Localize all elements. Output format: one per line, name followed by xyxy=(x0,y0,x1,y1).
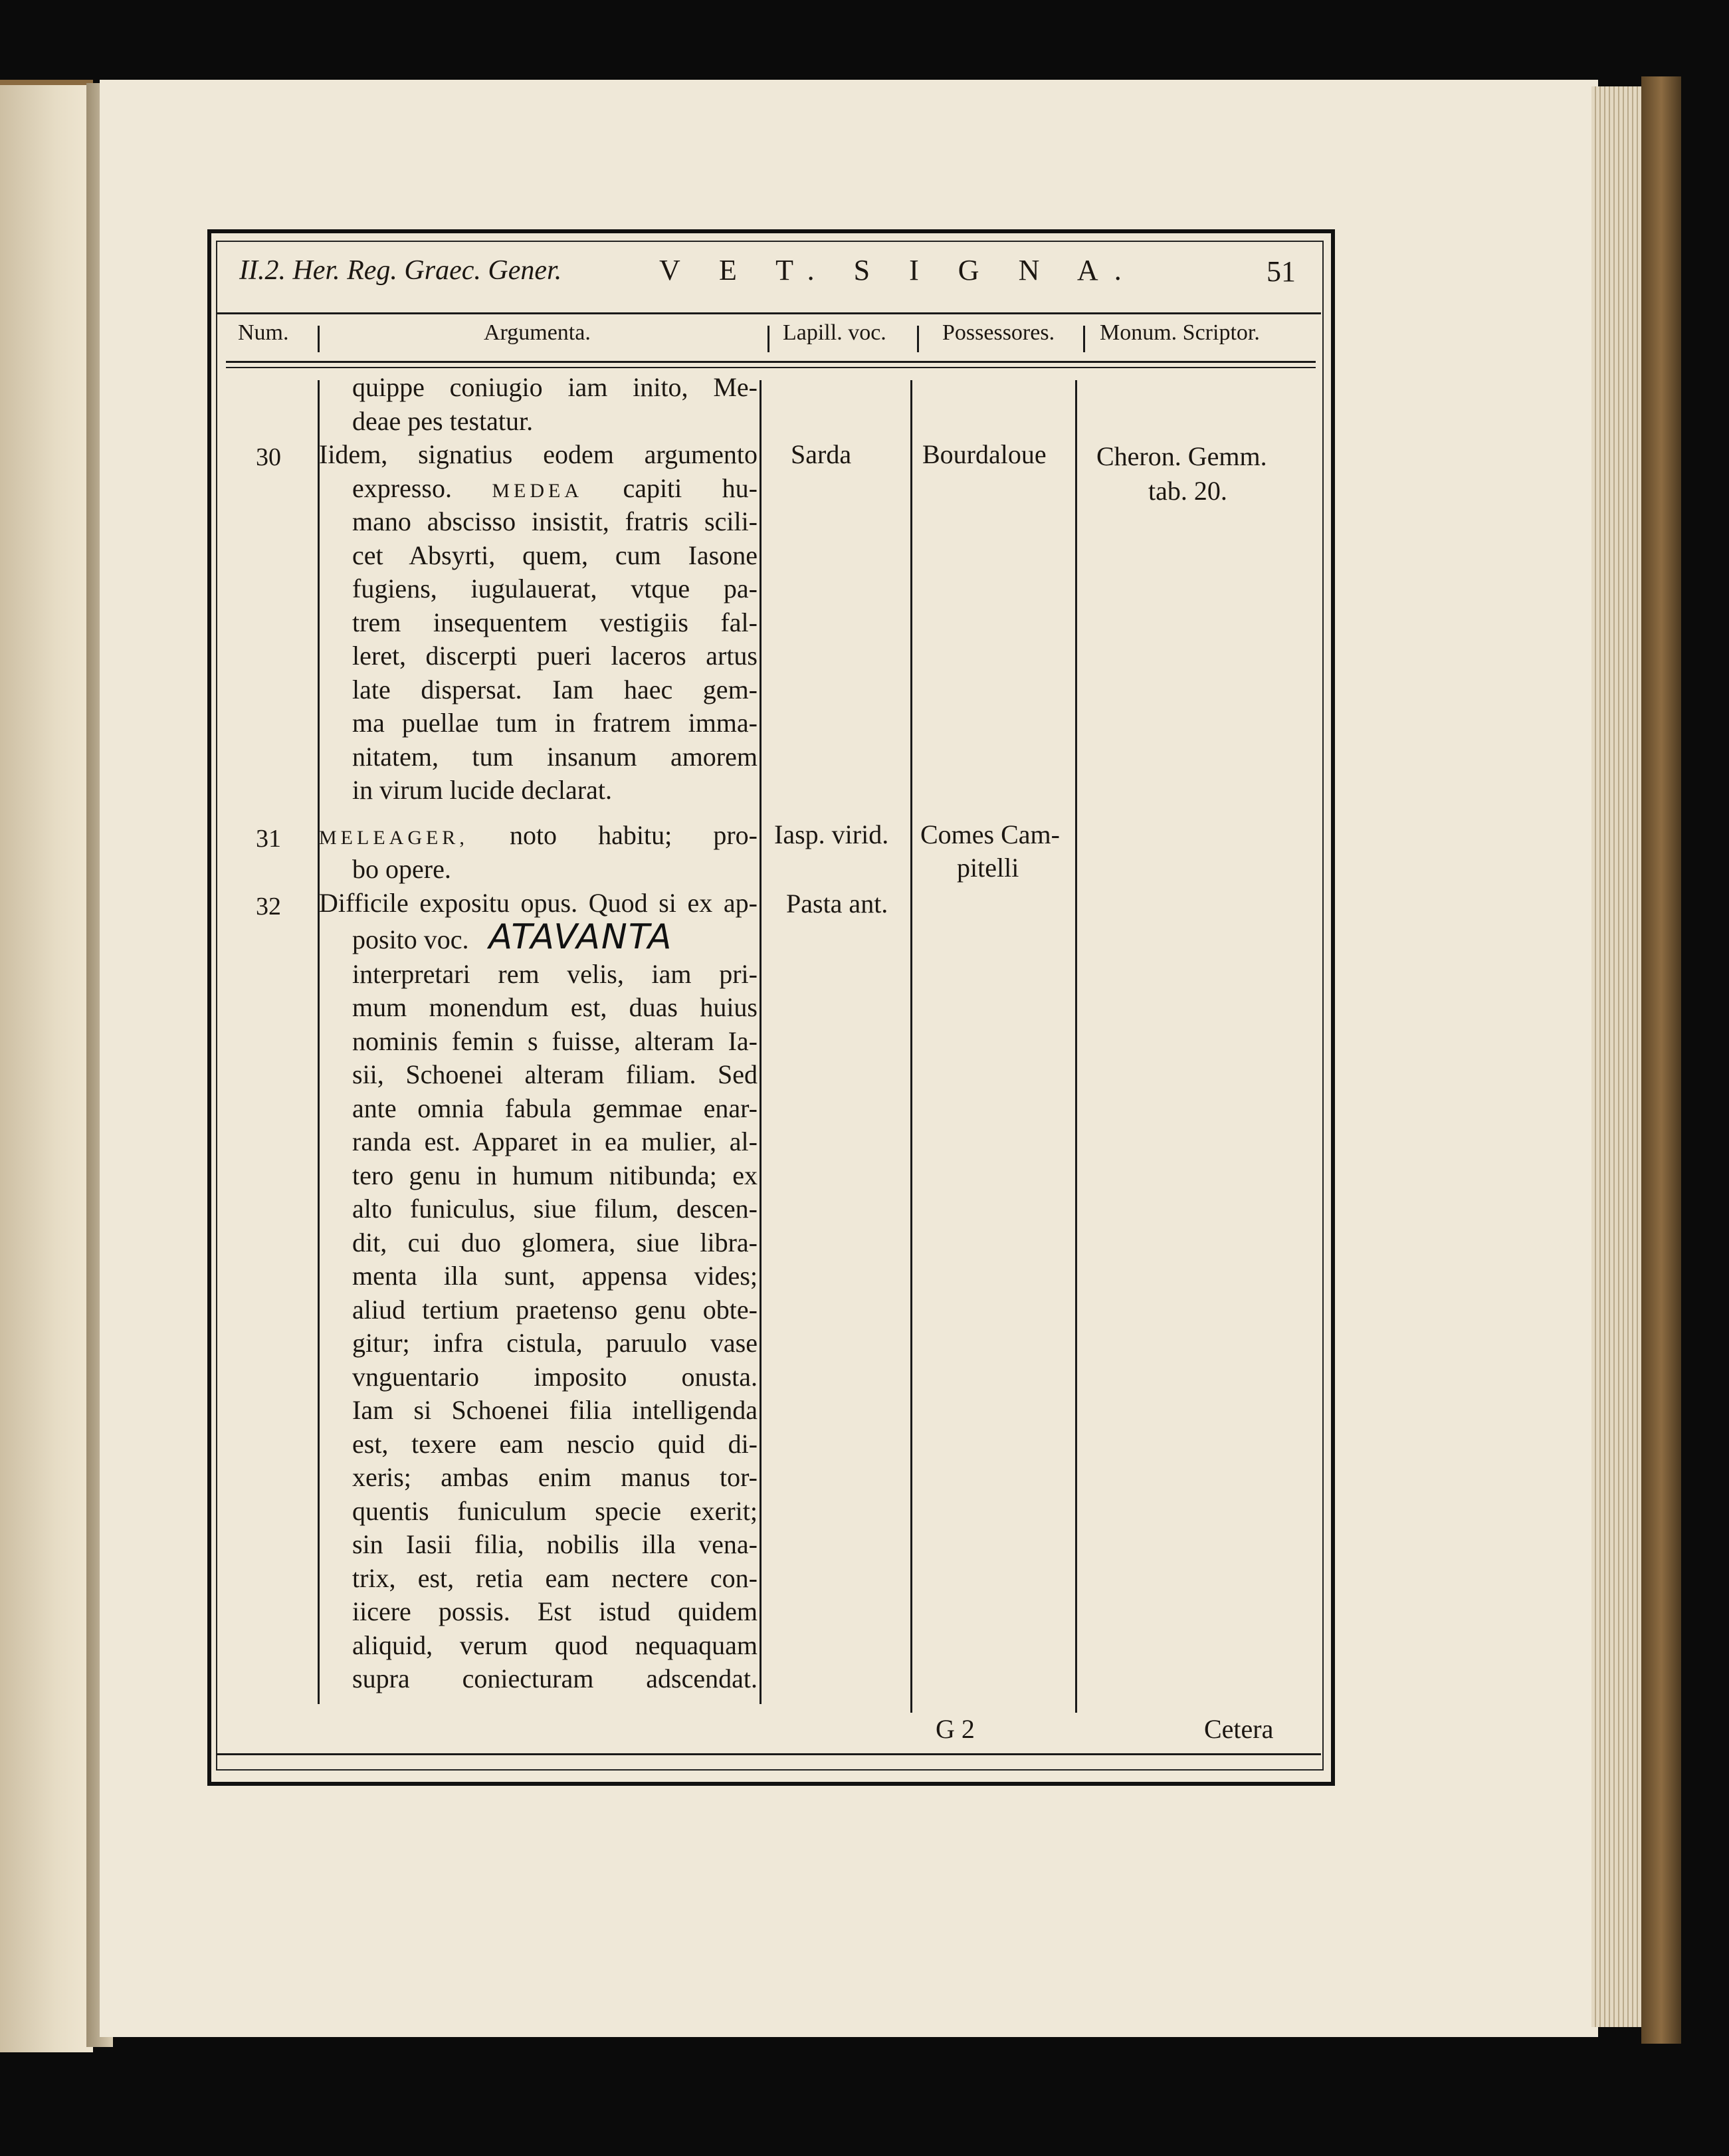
text-line: alto funiculus, siue filum, descen- xyxy=(352,1194,758,1224)
text-line: vnguentario imposito onusta. xyxy=(352,1361,758,1392)
text-fragment: expresso. xyxy=(352,473,452,503)
lapill-31: Iasp. virid. xyxy=(774,819,889,849)
text-fragment: capiti hu- xyxy=(623,473,758,503)
col-rule-argumenta xyxy=(760,380,762,1704)
col-head-possessores: Possessores. xyxy=(942,320,1055,345)
text-line: bo opere. xyxy=(352,853,451,884)
text-line: est, texere eam nescio quid di- xyxy=(352,1428,758,1459)
col-head-divider xyxy=(767,326,769,352)
text-line: mum monendum est, duas huius xyxy=(352,992,758,1022)
book-cover-edge xyxy=(1641,76,1681,2044)
entry-number-31: 31 xyxy=(256,825,281,853)
gem-inscription-atavanta: ATAVANTA xyxy=(488,916,673,957)
text-line: ma puellae tum in fratrem imma- xyxy=(352,708,758,738)
text-line: cet Absyrti, quem, cum Iasone xyxy=(352,540,758,570)
text-line: tero genu in humum nitibunda; ex xyxy=(352,1160,758,1190)
entry-32-text xyxy=(319,887,758,1696)
page-title: V E T. S I G N A. xyxy=(659,254,1138,286)
text-line xyxy=(352,916,758,958)
name-medea: MEDEA xyxy=(492,479,583,502)
name-meleager: MELEAGER, xyxy=(319,827,468,849)
text-line: in virum lucide declarat. xyxy=(352,775,612,805)
text-line: gitur; infra cistula, paruulo vase xyxy=(352,1328,758,1358)
page-number: 51 xyxy=(1267,255,1296,288)
text-line: sin Iasii filia, nobilis illa vena- xyxy=(352,1529,758,1559)
catchword: Cetera xyxy=(1204,1714,1274,1744)
col-rule-possessores xyxy=(1075,380,1077,1713)
text-line: nominis femin s fuisse, alteram Ia- xyxy=(352,1025,758,1056)
text-line: dit, cui duo glomera, siue libra- xyxy=(352,1227,758,1257)
lapill-30: Sarda xyxy=(791,439,852,469)
entry-31-text xyxy=(319,819,758,886)
text-line: sii, Schoenei alteram filiam. Sed xyxy=(352,1059,758,1089)
text-line xyxy=(352,472,758,506)
possessor-31-line1: Comes Cam- xyxy=(920,819,1060,849)
col-head-lapill: Lapill. voc. xyxy=(783,320,886,345)
header-rule xyxy=(216,312,1321,314)
running-title: II.2. Her. Reg. Graec. Gener. xyxy=(239,255,562,286)
text-line: nitatem, tum insanum amorem xyxy=(352,741,758,772)
col-head-num: Num. xyxy=(238,320,289,345)
col-head-divider xyxy=(318,326,320,352)
text-line: leret, discerpti pueri laceros artus xyxy=(352,641,758,671)
text-line: iicere possis. Est istud quidem xyxy=(352,1596,758,1626)
text-line: Iam si Schoenei filia intelligenda xyxy=(352,1395,758,1425)
entry-number-30: 30 xyxy=(256,443,281,471)
text-line: randa est. Apparet in ea mulier, al- xyxy=(352,1127,758,1156)
text-line: Iidem, signatius eodem argumento xyxy=(319,439,758,469)
column-head-rule-1 xyxy=(226,361,1316,363)
text-line xyxy=(319,819,758,853)
running-header xyxy=(239,254,1296,301)
monum-30-line1: Cheron. Gemm. xyxy=(1096,441,1267,471)
col-rule-num xyxy=(318,380,320,1704)
left-page xyxy=(0,80,93,2052)
bottom-rule xyxy=(216,1753,1321,1755)
text-fragment: posito voc. xyxy=(352,924,469,954)
col-rule-lapill xyxy=(910,380,912,1713)
text-line: trem insequentem vestigiis fal- xyxy=(352,607,758,637)
col-head-divider xyxy=(917,326,919,352)
text-line: Difficile expositu opus. Quod si ex ap- xyxy=(319,888,758,918)
entry-continuation xyxy=(352,371,758,438)
text-line: xeris; ambas enim manus tor- xyxy=(352,1462,758,1492)
text-line: quippe coniugio iam inito, Me- xyxy=(352,372,758,402)
text-line: ante omnia fabula gemmae enar- xyxy=(352,1093,758,1123)
entry-number-32: 32 xyxy=(256,893,281,920)
text-line: quentis funiculum specie exerit; xyxy=(352,1495,758,1526)
text-line: trix, est, retia eam nectere con- xyxy=(352,1563,758,1593)
entry-30-text xyxy=(319,438,758,808)
text-line: aliud tertium praetenso genu obte- xyxy=(352,1294,758,1325)
text-line: fugiens, iugulauerat, vtque pa- xyxy=(352,574,758,603)
text-fragment: noto habitu; pro- xyxy=(509,820,758,850)
text-line: menta illa sunt, appensa vides; xyxy=(352,1261,758,1291)
lapill-32: Pasta ant. xyxy=(786,889,888,918)
possessor-31-line2: pitelli xyxy=(957,853,1019,883)
monum-30-line2: tab. 20. xyxy=(1148,476,1227,506)
text-line: late dispersat. Iam haec gem- xyxy=(352,674,758,704)
text-line: mano abscisso insistit, fratris scili- xyxy=(352,506,758,536)
text-line: supra coniecturam adscendat. xyxy=(352,1664,758,1693)
possessor-30: Bourdaloue xyxy=(922,439,1047,469)
col-head-divider xyxy=(1083,326,1085,352)
text-line: aliquid, verum quod nequaquam xyxy=(352,1630,758,1660)
text-line: interpretari rem velis, iam pri- xyxy=(352,958,758,989)
signature-mark: G 2 xyxy=(936,1714,975,1744)
column-head-rule-2 xyxy=(226,367,1316,368)
text-line: deae pes testatur. xyxy=(352,405,534,436)
col-head-monum: Monum. Scriptor. xyxy=(1100,320,1260,345)
col-head-argumenta: Argumenta. xyxy=(484,320,591,345)
